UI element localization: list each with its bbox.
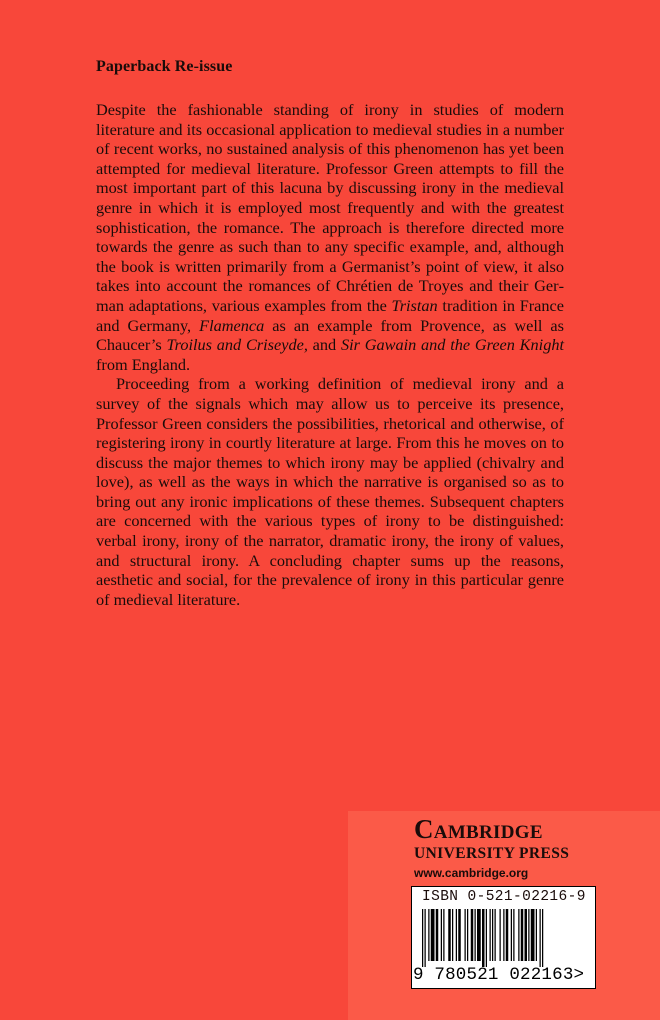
barcode-bar (495, 909, 496, 961)
barcode-bar (467, 909, 468, 961)
blurb-body (96, 100, 564, 609)
italic-title: Sir Gawain and the Green Knight (340, 335, 565, 355)
section-heading: Paperback Re-issue (96, 58, 233, 75)
barcode-bar (503, 909, 504, 961)
text-run: tradition in France and Germany, (96, 295, 564, 335)
text-run: and (307, 335, 341, 355)
italic-title: Troilus and Criseyde, (166, 335, 308, 355)
barcode-bar (441, 909, 442, 961)
barcode-bar (492, 909, 493, 961)
barcode-bar (443, 909, 444, 961)
barcode-bar (540, 909, 541, 967)
barcode-bar (500, 909, 501, 961)
barcode-bar (518, 909, 519, 961)
isbn-label: ISBN 0-521-02216-9 (422, 889, 586, 905)
barcode-bar (448, 909, 451, 961)
blurb-paragraph-2: Proceeding from a working definition of medieval irony and a survey of the signals which may allow us to perceive its presence, Professor Green considers the possibilities, rhetorical and otherwise, of registering irony in courtly literature at large. From this he moves on to discuss the major themes to which irony may be applied (chivalry and love), as well as the ways in which the narrative is organised so as to bring out any ironic implications of these themes. Subsequent chapters are concerned with the various types of irony to be distinguished: verbal irony, irony of the narrator, dramatic irony, the irony of values, and structural irony. A concluding chapter sums up the reasons, aesthetic and social, for the prevalence of irony in this particular genre of medieval literature. (96, 374, 564, 609)
italic-title: Flamenca (199, 315, 265, 335)
text-run: as an example from Provence, as well as Chaucer’s (96, 315, 564, 355)
barcode-bar (465, 909, 466, 961)
barcode-bar (511, 909, 512, 961)
publisher-logo-name: Cambridge (414, 814, 543, 844)
barcode-bar (513, 909, 514, 961)
barcode-bar (425, 909, 426, 967)
publisher-url: www.cambridge.org (414, 866, 529, 880)
barcode-bars (420, 909, 586, 967)
barcode-digits (413, 965, 594, 985)
text-run: Despite the fashionable standing of irony in studies of modern literature and its occasional application to medieval studies in a number of recent works, no sustained analysis of this phenomenon has yet been attempted for medieval literature. Professor Green attempts to fill the most important part of this lacuna by discussing irony in the medieval genre in which it is employed most frequently and with the greatest sophistication, the romance. The approach is therefore directed more towards the genre as such than to any specific example, and, although the book is written primarily from a Germanist’s point of view, it also takes into account the romances of Chrétien de Troyes and their German adaptations, various examples from the (96, 100, 564, 315)
text-run: from England. (96, 354, 191, 374)
barcode-bar (475, 909, 476, 961)
barcode-bar (477, 909, 481, 961)
barcode-bar (542, 909, 543, 967)
barcode-bar (422, 909, 423, 967)
barcode-bar (452, 909, 453, 961)
barcode-bar (486, 909, 487, 967)
barcode-bar (482, 909, 485, 967)
barcode-block (411, 886, 596, 989)
barcode-bar (458, 909, 461, 961)
barcode-bar (490, 909, 491, 961)
barcode-number: 9 780521 022163 (413, 965, 574, 985)
italic-title: Tristan (391, 295, 438, 315)
barcode-bar (471, 909, 474, 961)
barcode-bar (436, 909, 439, 961)
barcode-bar (531, 909, 535, 961)
barcode-bar (528, 909, 529, 961)
publisher-subname: UNIVERSITY PRESS (414, 845, 570, 862)
barcode-bar (428, 909, 429, 961)
barcode-bar (525, 909, 528, 961)
barcode-end-mark: > (573, 965, 585, 985)
barcode-bar (431, 909, 435, 961)
barcode-bar (506, 909, 509, 961)
barcode-bar (536, 909, 537, 961)
barcode-bar (456, 909, 457, 961)
blurb-paragraph-1 (96, 100, 564, 374)
barcode-bar (521, 909, 524, 961)
